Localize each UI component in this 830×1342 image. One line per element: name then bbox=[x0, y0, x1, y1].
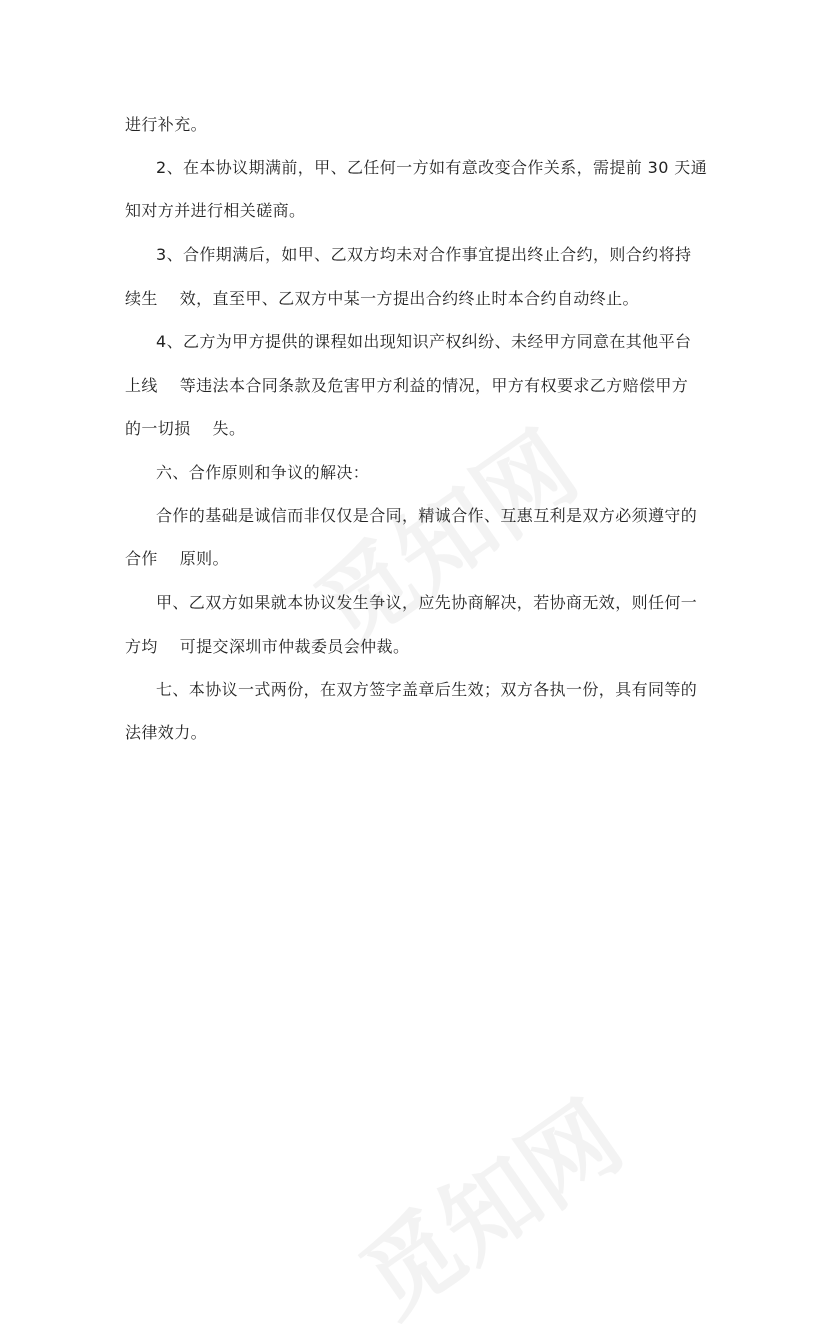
paragraph-line: 知对方并进行相关磋商。 bbox=[125, 201, 306, 220]
paragraph-line: 续生 效，直至甲、乙双方中某一方提出合约终止时本合约自动终止。 bbox=[125, 289, 639, 308]
section-heading: 七、本协议一式两份，在双方签字盖章后生效；双方各执一份，具有同等的 bbox=[156, 680, 698, 699]
paragraph-line: 2、在本协议期满前，甲、乙任何一方如有意改变合作关系，需提前 30 天通 bbox=[156, 158, 708, 177]
paragraph-line: 3、合作期满后，如甲、乙双方均未对合作事宜提出终止合约，则合约将持 bbox=[156, 245, 692, 264]
watermark bbox=[285, 395, 599, 672]
paragraph-line: 进行补充。 bbox=[125, 115, 208, 134]
paragraph-line: 合作的基础是诚信而非仅仅是合同，精诚合作、互惠互利是双方必须遵守的 bbox=[156, 506, 698, 525]
paragraph-line: 合作 原则。 bbox=[125, 549, 229, 568]
paragraph-line: 方均 可提交深圳市仲裁委员会仲裁。 bbox=[125, 637, 410, 656]
section-heading: 六、合作原则和争议的解决： bbox=[156, 463, 370, 482]
paragraph-line: 上线 等违法本合同条款及危害甲方利益的情况，甲方有权要求乙方赔偿甲方 bbox=[125, 376, 689, 395]
paragraph-line: 甲、乙双方如果就本协议发生争议，应先协商解决，若协商无效，则任何一 bbox=[156, 593, 698, 612]
watermark bbox=[330, 1065, 644, 1342]
paragraph-line: 4、乙方为甲方提供的课程如出现知识产权纠纷、未经甲方同意在其他平台 bbox=[156, 332, 692, 351]
paragraph-line: 法律效力。 bbox=[125, 723, 208, 742]
paragraph-line: 的一切损 失。 bbox=[125, 419, 246, 438]
